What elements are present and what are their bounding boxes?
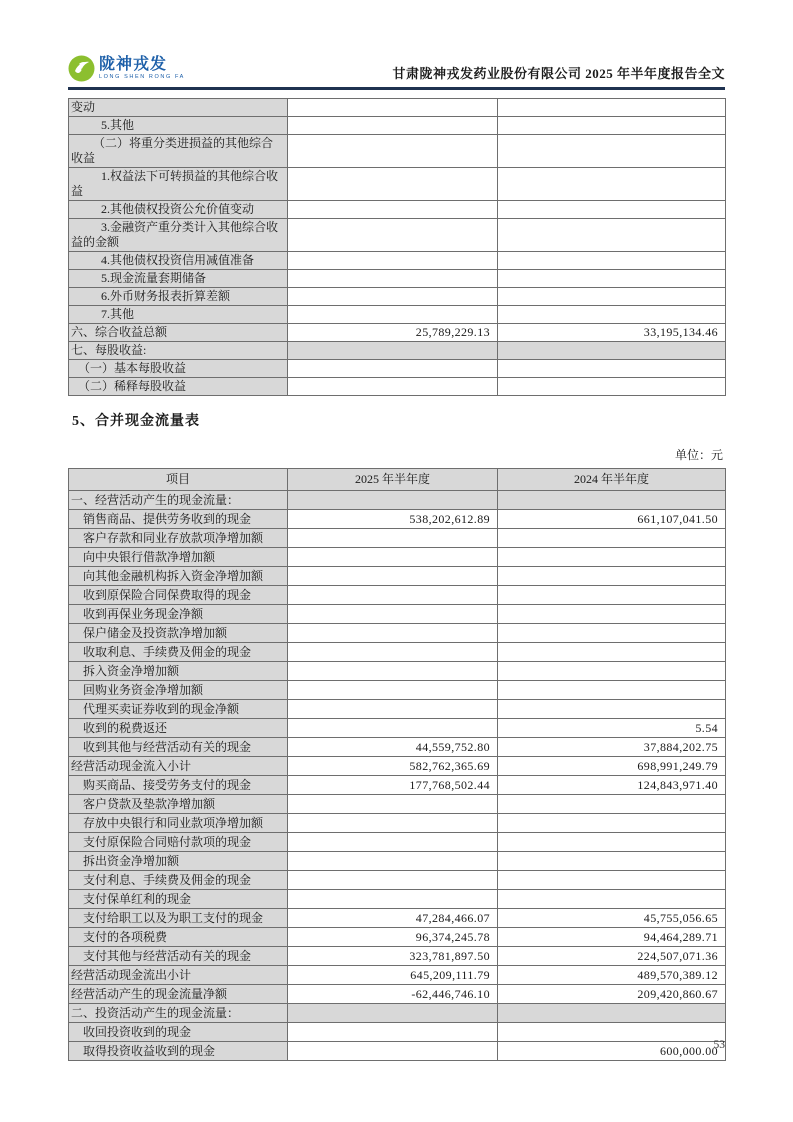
- amount-2024: 5.54: [498, 719, 726, 738]
- table-row: [69, 624, 726, 643]
- row-label: 支付给职工以及为职工支付的现金: [69, 909, 288, 928]
- brand-subtitle: LONG SHEN RONG FA: [99, 73, 185, 80]
- amount-2024: [498, 624, 726, 643]
- amount-2025: -62,446,746.10: [288, 985, 498, 1004]
- unit-label: 单位：元: [674, 448, 723, 462]
- company-logo: [68, 55, 185, 82]
- header-rule: [68, 87, 725, 90]
- amount-2024: [498, 270, 726, 288]
- section-title: 5、合并现金流量表: [72, 414, 200, 429]
- row-label: 二、投资活动产生的现金流量：: [69, 1004, 288, 1023]
- amount-2025: [288, 219, 498, 252]
- table-row: [69, 378, 726, 396]
- row-label: 收到其他与经营活动有关的现金: [69, 738, 288, 757]
- row-label: （二）将重分类进损益的其他综合收益: [69, 135, 288, 168]
- amount-2024: [498, 662, 726, 681]
- row-label: 代理买卖证券收到的现金净额: [69, 700, 288, 719]
- row-label: 2.其他债权投资公允价值变动: [69, 201, 288, 219]
- amount-2024: [498, 135, 726, 168]
- table-row: [69, 135, 726, 168]
- amount-2025: 582,762,365.69: [288, 757, 498, 776]
- amount-2024: 94,464,289.71: [498, 928, 726, 947]
- table-row: [69, 928, 726, 947]
- table-row: [69, 605, 726, 624]
- amount-2025: [288, 99, 498, 117]
- amount-2025: [288, 360, 498, 378]
- amount-2024: [498, 99, 726, 117]
- amount-2025: [288, 117, 498, 135]
- row-label: 支付保单红利的现金: [69, 890, 288, 909]
- amount-2024: [498, 252, 726, 270]
- brand-name: 陇神戎发: [99, 55, 168, 73]
- amount-2025: [288, 1042, 498, 1061]
- row-label: （一）基本每股收益: [69, 360, 288, 378]
- logo-icon: [68, 55, 95, 82]
- table-row: [69, 814, 726, 833]
- row-label: 6.外币财务报表折算差额: [69, 288, 288, 306]
- row-label: 拆出资金净增加额: [69, 852, 288, 871]
- amount-2024: [498, 1004, 726, 1023]
- row-label: 七、每股收益:: [69, 342, 288, 360]
- table-row: [69, 1004, 726, 1023]
- amount-2024: [498, 342, 726, 360]
- col-header-2025: 2025 年半年度: [288, 469, 498, 491]
- row-label: 六、综合收益总额: [69, 324, 288, 342]
- amount-2025: [288, 719, 498, 738]
- table-row: [69, 700, 726, 719]
- comprehensive-income-table: [68, 98, 726, 396]
- table-row: [69, 252, 726, 270]
- row-label: 支付原保险合同赔付款项的现金: [69, 833, 288, 852]
- row-label: 经营活动产生的现金流量净额: [69, 985, 288, 1004]
- row-label: 经营活动现金流入小计: [69, 757, 288, 776]
- amount-2025: [288, 201, 498, 219]
- amount-2025: 25,789,229.13: [288, 324, 498, 342]
- amount-2025: [288, 529, 498, 548]
- amount-2024: [498, 833, 726, 852]
- amount-2025: [288, 491, 498, 510]
- table-row: [69, 871, 726, 890]
- table-row: [69, 643, 726, 662]
- amount-2024: [498, 360, 726, 378]
- amount-2025: [288, 814, 498, 833]
- table-row: [69, 909, 726, 928]
- table-row: [69, 342, 726, 360]
- col-header-item: 项目: [69, 469, 288, 491]
- amount-2024: [498, 586, 726, 605]
- row-label: 取得投资收益收到的现金: [69, 1042, 288, 1061]
- amount-2024: [498, 890, 726, 909]
- amount-2025: [288, 624, 498, 643]
- amount-2024: 209,420,860.67: [498, 985, 726, 1004]
- page-header: [68, 0, 725, 82]
- amount-2024: [498, 117, 726, 135]
- amount-2024: [498, 814, 726, 833]
- amount-2025: 47,284,466.07: [288, 909, 498, 928]
- amount-2025: [288, 852, 498, 871]
- table-row: [69, 833, 726, 852]
- amount-2024: [498, 567, 726, 586]
- amount-2025: [288, 1004, 498, 1023]
- amount-2024: 224,507,071.36: [498, 947, 726, 966]
- row-label: 3.金融资产重分类计入其他综合收益的金额: [69, 219, 288, 252]
- amount-2025: [288, 288, 498, 306]
- amount-2024: [498, 529, 726, 548]
- row-label: 客户贷款及垫款净增加额: [69, 795, 288, 814]
- amount-2025: [288, 605, 498, 624]
- table-row: [69, 586, 726, 605]
- row-label: 一、经营活动产生的现金流量：: [69, 491, 288, 510]
- table-row: [69, 947, 726, 966]
- amount-2025: 96,374,245.78: [288, 928, 498, 947]
- amount-2025: 44,559,752.80: [288, 738, 498, 757]
- cashflow-header-row: [69, 469, 726, 491]
- table-row: [69, 219, 726, 252]
- table-row: [69, 491, 726, 510]
- amount-2025: [288, 378, 498, 396]
- row-label: 客户存款和同业存放款项净增加额: [69, 529, 288, 548]
- amount-2025: [288, 252, 498, 270]
- table-row: [69, 567, 726, 586]
- table-row: [69, 1042, 726, 1061]
- amount-2024: [498, 681, 726, 700]
- row-label: 收到的税费返还: [69, 719, 288, 738]
- table-row: [69, 168, 726, 201]
- row-label: 销售商品、提供劳务收到的现金: [69, 510, 288, 529]
- amount-2025: [288, 342, 498, 360]
- amount-2024: [498, 548, 726, 567]
- amount-2024: 33,195,134.46: [498, 324, 726, 342]
- page-number: 53: [713, 1039, 725, 1051]
- amount-2025: 323,781,897.50: [288, 947, 498, 966]
- amount-2025: [288, 135, 498, 168]
- row-label: 支付的各项税费: [69, 928, 288, 947]
- amount-2025: [288, 168, 498, 201]
- table-row: [69, 117, 726, 135]
- cashflow-table: [68, 468, 726, 1061]
- col-header-2024: 2024 年半年度: [498, 469, 726, 491]
- amount-2025: [288, 795, 498, 814]
- row-label: 向中央银行借款净增加额: [69, 548, 288, 567]
- row-label: （二）稀释每股收益: [69, 378, 288, 396]
- row-label: 7.其他: [69, 306, 288, 324]
- row-label: 存放中央银行和同业款项净增加额: [69, 814, 288, 833]
- row-label: 4.其他债权投资信用减值准备: [69, 252, 288, 270]
- row-label: 支付利息、手续费及佣金的现金: [69, 871, 288, 890]
- amount-2024: [498, 1023, 726, 1042]
- row-label: 1.权益法下可转损益的其他综合收益: [69, 168, 288, 201]
- row-label: 5.现金流量套期储备: [69, 270, 288, 288]
- document-title: 甘肃陇神戎发药业股份有限公司 2025 年半年度报告全文: [392, 66, 725, 81]
- amount-2024: 489,570,389.12: [498, 966, 726, 985]
- amount-2024: [498, 700, 726, 719]
- amount-2024: [498, 643, 726, 662]
- table-row: [69, 795, 726, 814]
- amount-2024: 661,107,041.50: [498, 510, 726, 529]
- table-row: [69, 966, 726, 985]
- amount-2025: [288, 833, 498, 852]
- table-row: [69, 681, 726, 700]
- row-label: 收回投资收到的现金: [69, 1023, 288, 1042]
- amount-2024: 45,755,056.65: [498, 909, 726, 928]
- amount-2024: 600,000.00: [498, 1042, 726, 1061]
- amount-2024: [498, 168, 726, 201]
- amount-2024: [498, 491, 726, 510]
- amount-2025: [288, 270, 498, 288]
- table-row: [69, 757, 726, 776]
- table-row: [69, 324, 726, 342]
- table-row: [69, 738, 726, 757]
- amount-2025: [288, 306, 498, 324]
- amount-2024: [498, 378, 726, 396]
- row-label: 5.其他: [69, 117, 288, 135]
- table-row: [69, 890, 726, 909]
- row-label: 变动: [69, 99, 288, 117]
- logo-text: [99, 57, 185, 81]
- table-row: [69, 360, 726, 378]
- amount-2025: [288, 548, 498, 567]
- table-row: [69, 99, 726, 117]
- table-row: [69, 719, 726, 738]
- row-label: 收到原保险合同保费取得的现金: [69, 586, 288, 605]
- table-row: [69, 548, 726, 567]
- row-label: 支付其他与经营活动有关的现金: [69, 947, 288, 966]
- amount-2024: [498, 288, 726, 306]
- row-label: 保户储金及投资款净增加额: [69, 624, 288, 643]
- amount-2025: 538,202,612.89: [288, 510, 498, 529]
- amount-2024: [498, 201, 726, 219]
- table-row: [69, 201, 726, 219]
- amount-2025: 645,209,111.79: [288, 966, 498, 985]
- row-label: 拆入资金净增加额: [69, 662, 288, 681]
- amount-2025: [288, 567, 498, 586]
- table-row: [69, 852, 726, 871]
- amount-2024: [498, 306, 726, 324]
- table-row: [69, 985, 726, 1004]
- amount-2024: 124,843,971.40: [498, 776, 726, 795]
- row-label: 回购业务资金净增加额: [69, 681, 288, 700]
- table-row: [69, 306, 726, 324]
- row-label: 购买商品、接受劳务支付的现金: [69, 776, 288, 795]
- amount-2024: [498, 795, 726, 814]
- table-row: [69, 529, 726, 548]
- row-label: 收到再保业务现金净额: [69, 605, 288, 624]
- table-row: [69, 662, 726, 681]
- table-row: [69, 270, 726, 288]
- amount-2024: 698,991,249.79: [498, 757, 726, 776]
- amount-2025: [288, 700, 498, 719]
- amount-2025: 177,768,502.44: [288, 776, 498, 795]
- amount-2025: [288, 586, 498, 605]
- row-label: 向其他金融机构拆入资金净增加额: [69, 567, 288, 586]
- table-row: [69, 776, 726, 795]
- amount-2024: [498, 871, 726, 890]
- amount-2025: [288, 643, 498, 662]
- amount-2025: [288, 1023, 498, 1042]
- table-row: [69, 1023, 726, 1042]
- amount-2024: [498, 852, 726, 871]
- amount-2025: [288, 890, 498, 909]
- row-label: 经营活动现金流出小计: [69, 966, 288, 985]
- amount-2024: [498, 605, 726, 624]
- table-row: [69, 288, 726, 306]
- row-label: 收取利息、手续费及佣金的现金: [69, 643, 288, 662]
- table-row: [69, 510, 726, 529]
- amount-2025: [288, 681, 498, 700]
- amount-2024: [498, 219, 726, 252]
- amount-2025: [288, 662, 498, 681]
- amount-2024: 37,884,202.75: [498, 738, 726, 757]
- amount-2025: [288, 871, 498, 890]
